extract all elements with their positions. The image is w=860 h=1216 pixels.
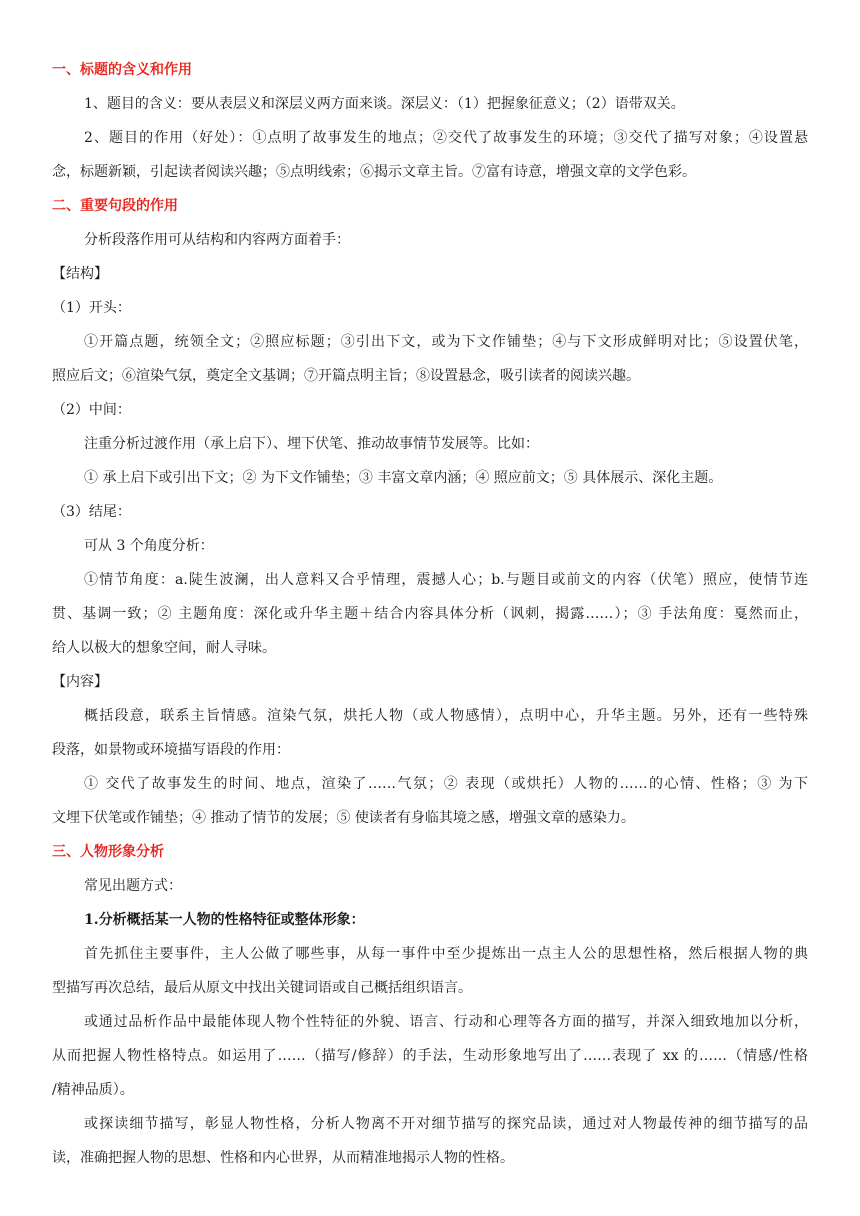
paragraph: 或探读细节描写，彰显人物性格，分析人物离不开对细节描写的探究品读，通过对人物最传神的细节描写的品 [84,1116,808,1132]
paragraph: 1、题目的含义：要从表层义和深层义两方面来谈。深层义：（1）把握象征意义；（2）语带双关。 [84,96,685,112]
paragraph-continuation: 照应后文；⑥渲染气氛，奠定全文基调；⑦开篇点明主旨；⑧设置悬念，吸引读者的阅读兴趣。 [52,368,640,384]
subheading-content: 【内容】 [52,674,108,690]
paragraph-continuation: 从而把握人物性格特点。如运用了……（描写/修辞）的手法，生动形象地写出了……表现了 xx 的……（情感/性格 [52,1048,808,1064]
paragraph: ① 承上启下或引出下文；② 为下文作铺垫；③ 丰富文章内涵；④ 照应前文；⑤ 具体展示、深化主题。 [84,470,723,486]
subheading-structure: 【结构】 [52,266,108,282]
paragraph: 可从 3 个角度分析： [84,538,214,554]
paragraph: 2、题目的作用（好处）：①点明了故事发生的地点；②交代了故事发生的环境；③交代了描写对象；④设置悬 [84,130,808,146]
paragraph: ①开篇点题，统领全文；②照应标题；③引出下文，或为下文作铺垫；④与下文形成鲜明对比；⑤设置伏笔， [84,334,808,350]
paragraph-continuation: 文埋下伏笔或作铺垫；④ 推动了情节的发展；⑤ 使读者有身临其境之感，增强文章的感染力。 [52,810,635,826]
paragraph-continuation: 念，标题新颖，引起读者阅读兴趣；⑤点明线索；⑥揭示文章主旨。⑦富有诗意，增强文章的文学色彩。 [52,164,696,180]
paragraph-continuation: 段落，如景物或环境描写语段的作用： [52,742,290,758]
paragraph-continuation: /精神品质）。 [52,1082,134,1098]
paragraph-continuation: 读，准确把握人物的思想、性格和内心世界，从而精准地揭示人物的性格。 [52,1150,514,1166]
paragraph: 注重分析过渡作用（承上启下）、埋下伏笔、推动故事情节发展等。比如： [84,436,539,452]
section-heading-title-meaning: 一、标题的含义和作用 [52,62,192,78]
paragraph-continuation: 贯、基调一致；② 主题角度：深化或升华主题＋结合内容具体分析（讽刺，揭露……）；③ 手法角度：戛然而止， [52,606,808,622]
paragraph-continuation: 给人以极大的想象空间，耐人寻味。 [52,640,276,656]
paragraph: 首先抓住主要事件，主人公做了哪些事，从每一事件中至少提炼出一点主人公的思想性格，然后根据人物的典 [84,946,808,962]
subheading-opening: （1）开头： [52,300,131,316]
section-heading-character-analysis: 三、人物形象分析 [52,844,164,860]
paragraph-continuation: 型描写再次总结，最后从原文中找出关键词语或自己概括组织语言。 [52,980,472,996]
paragraph: 或通过品析作品中最能体现人物个性特征的外貌、语言、行动和心理等各方面的描写，并深入细致地加以分析， [84,1014,808,1030]
paragraph: ①情节角度：a.陡生波澜，出人意料又合乎情理，震撼人心；b.与题目或前文的内容（伏笔）照应，使情节连 [84,572,808,588]
paragraph: 概括段意，联系主旨情感。渲染气氛，烘托人物（或人物感情），点明中心，升华主题。另外，还有一些特殊 [84,708,808,724]
subheading-character-traits: 1.分析概括某一人物的性格特征或整体形象： [84,912,365,928]
section-heading-key-passages: 二、重要句段的作用 [52,198,178,214]
paragraph: ① 交代了故事发生的时间、地点，渲染了……气氛；② 表现（或烘托）人物的……的心情、性格；③ 为下 [84,776,808,792]
paragraph: 常见出题方式： [84,878,182,894]
paragraph: 分析段落作用可从结构和内容两方面着手： [84,232,350,248]
subheading-ending: （3）结尾： [52,504,131,520]
subheading-middle: （2）中间： [52,402,131,418]
